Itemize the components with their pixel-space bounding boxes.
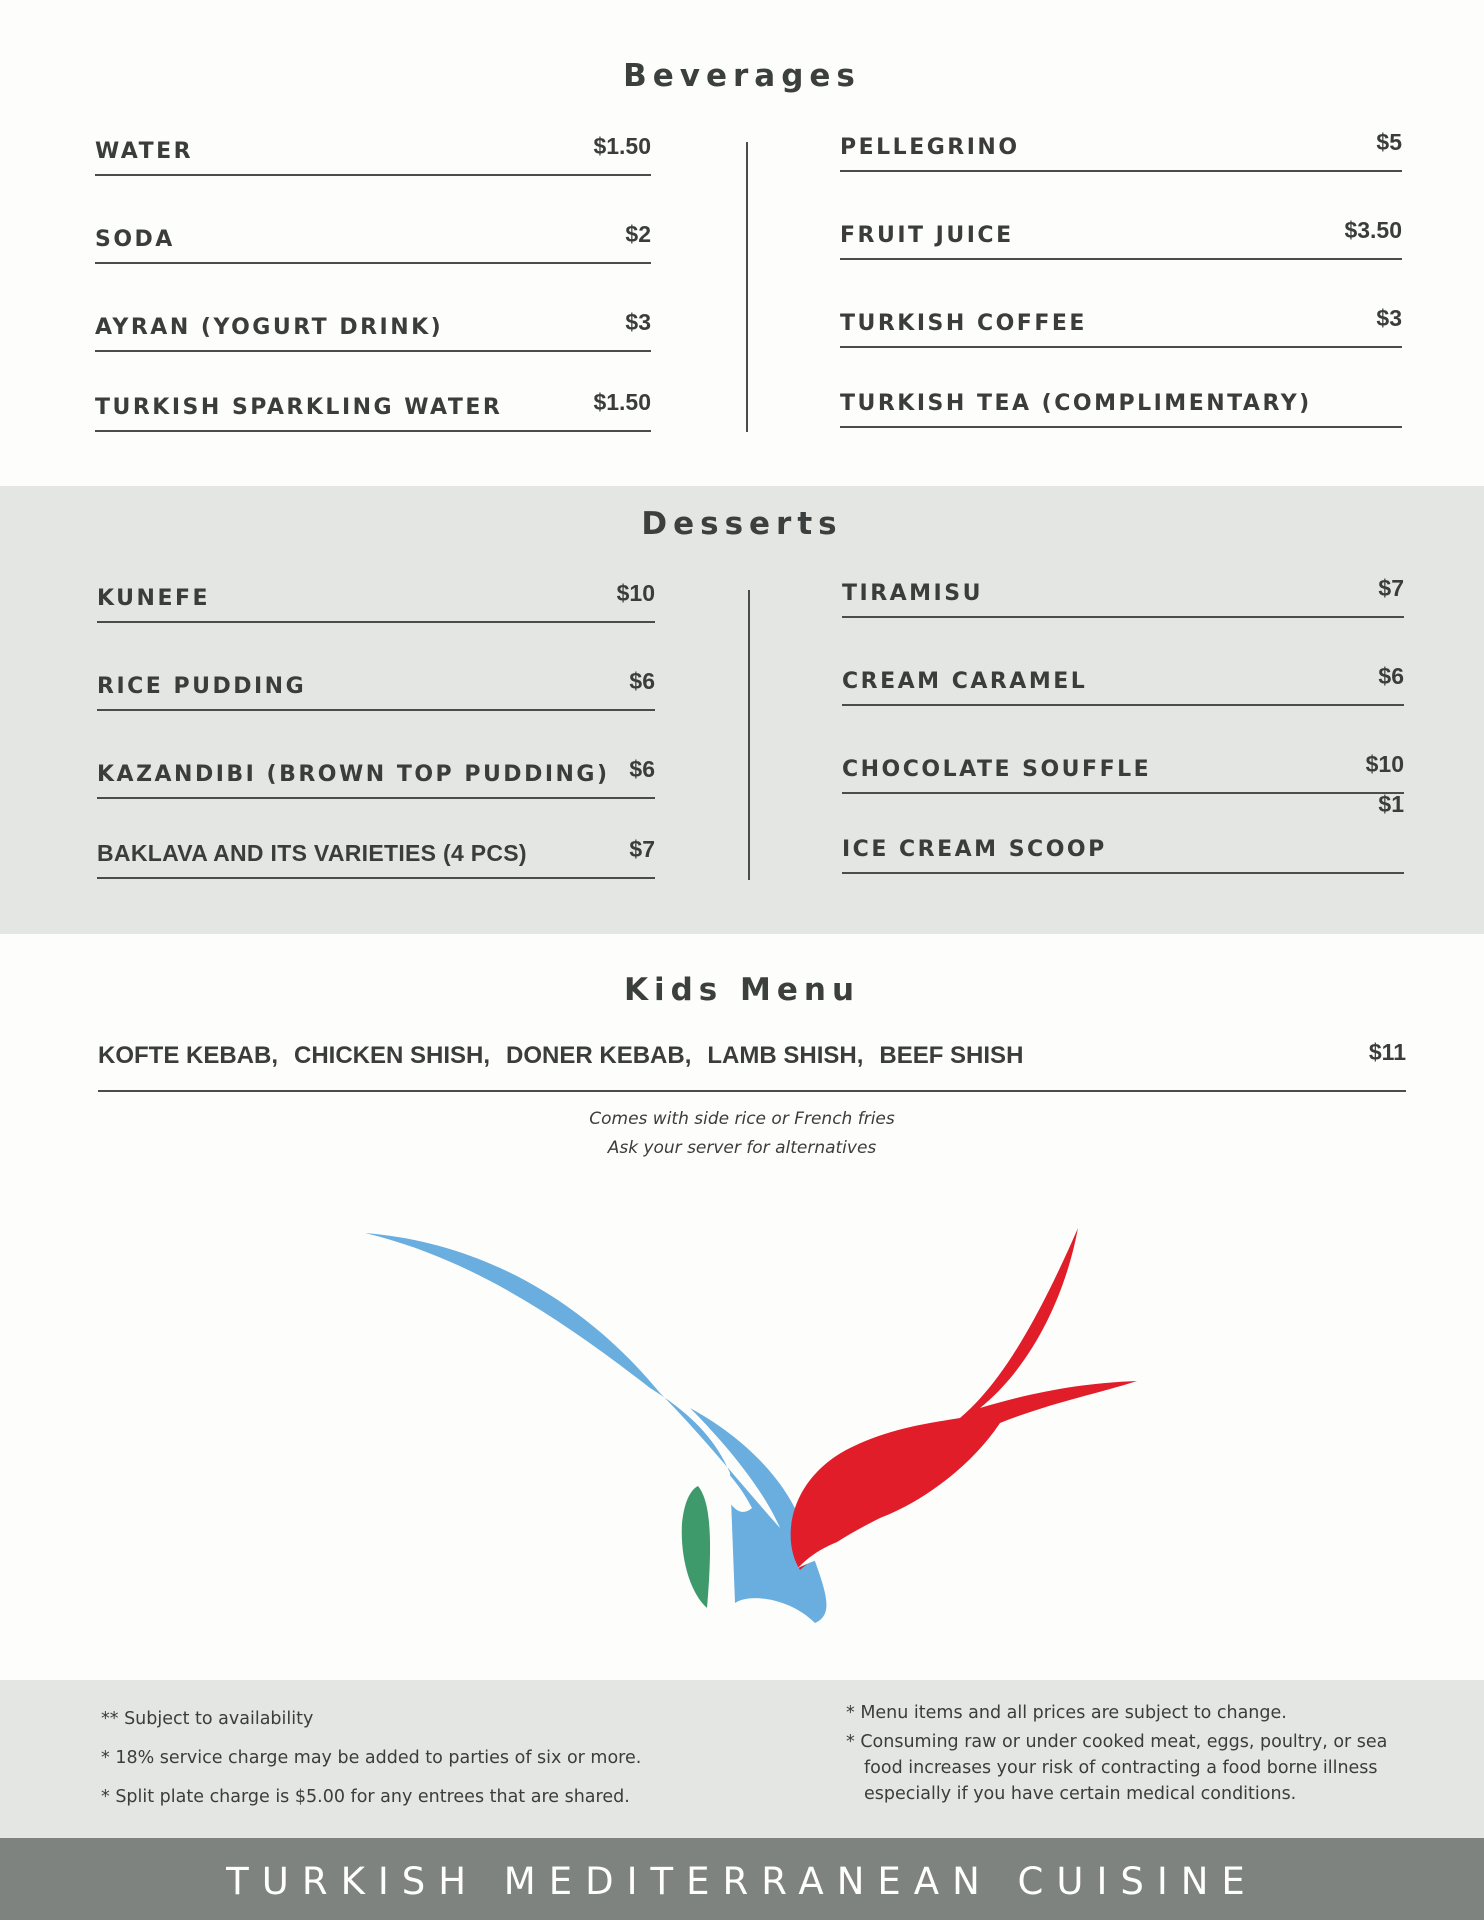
kids-menu-row bbox=[98, 1038, 1406, 1078]
item-name: BAKLAVA AND ITS VARIETIES (4 PCS) bbox=[97, 840, 527, 866]
menu-item bbox=[842, 791, 1404, 874]
item-name: CREAM CARAMEL bbox=[842, 669, 1088, 694]
menu-item bbox=[840, 348, 1402, 428]
tulip-flower-red bbox=[791, 1228, 1137, 1570]
item-rule bbox=[97, 877, 655, 879]
menu-item bbox=[95, 264, 651, 352]
beverages-left-column bbox=[95, 88, 651, 432]
item-name: TURKISH TEA (COMPLIMENTARY) bbox=[840, 391, 1312, 416]
footer-note-service-charge: * 18% service charge may be added to parties of six or more. bbox=[101, 1748, 642, 1768]
item-name: TIRAMISU bbox=[842, 581, 983, 606]
kids-menu-items bbox=[98, 1042, 1039, 1070]
desserts-right-column bbox=[842, 530, 1404, 874]
item-price: $6 bbox=[629, 668, 655, 694]
item-name: WATER bbox=[95, 139, 194, 164]
item-name: CHOCOLATE SOUFFLE bbox=[842, 757, 1152, 782]
item-rule bbox=[842, 872, 1404, 874]
item-price: $10 bbox=[1365, 751, 1404, 777]
item-price: $3 bbox=[625, 309, 651, 335]
kids-item: KOFTE KEBAB, bbox=[98, 1042, 278, 1069]
menu-item bbox=[97, 623, 655, 711]
menu-item bbox=[95, 352, 651, 432]
item-name: TURKISH SPARKLING WATER bbox=[95, 395, 503, 420]
item-price: $7 bbox=[629, 836, 655, 862]
item-price: $2 bbox=[625, 221, 651, 247]
kids-item: BEEF SHISH bbox=[879, 1042, 1024, 1069]
beverages-title: Beverages bbox=[623, 58, 861, 94]
item-price: $6 bbox=[1378, 663, 1404, 689]
item-price: $1 bbox=[1378, 791, 1404, 817]
column-divider bbox=[746, 142, 748, 432]
kids-note-alternatives: Ask your server for alternatives bbox=[607, 1138, 877, 1158]
desserts-title: Desserts bbox=[641, 506, 843, 542]
item-price: $6 bbox=[629, 756, 655, 782]
footer-note-price-change: * Menu items and all prices are subject to change. bbox=[846, 1703, 1287, 1723]
desserts-left-column bbox=[97, 535, 655, 879]
item-name: AYRAN (YOGURT DRINK) bbox=[95, 315, 444, 340]
item-price: $3 bbox=[1376, 305, 1402, 331]
menu-item bbox=[97, 711, 655, 799]
item-price: $7 bbox=[1378, 575, 1404, 601]
menu-item bbox=[840, 84, 1402, 172]
menu-item bbox=[842, 706, 1404, 794]
cuisine-tagline: TURKISH MEDITERRANEAN CUISINE bbox=[226, 1860, 1258, 1903]
item-price: $10 bbox=[616, 580, 655, 606]
column-divider bbox=[748, 590, 750, 880]
menu-item bbox=[840, 260, 1402, 348]
menu-item bbox=[840, 172, 1402, 260]
bottom-banner bbox=[0, 1838, 1484, 1920]
item-name: FRUIT JUICE bbox=[840, 223, 1014, 248]
item-price: $3.50 bbox=[1344, 217, 1402, 243]
item-price: $1.50 bbox=[593, 133, 651, 159]
item-name: ICE CREAM SCOOP bbox=[842, 837, 1107, 862]
menu-item bbox=[97, 535, 655, 623]
tulip-leaf-green bbox=[682, 1486, 710, 1608]
beverages-right-column bbox=[840, 84, 1402, 428]
kids-item: DONER KEBAB, bbox=[506, 1042, 692, 1069]
item-name: SODA bbox=[95, 227, 175, 252]
item-name: RICE PUDDING bbox=[97, 674, 307, 699]
footer-note-availability: ** Subject to availability bbox=[101, 1709, 314, 1729]
footer-note-raw-food: * Consuming raw or under cooked meat, eggs, poultry, or sea bbox=[846, 1732, 1388, 1752]
item-name: KUNEFE bbox=[97, 586, 211, 611]
menu-item bbox=[842, 618, 1404, 706]
menu-item bbox=[95, 176, 651, 264]
menu-item bbox=[97, 799, 655, 879]
item-price: $5 bbox=[1376, 129, 1402, 155]
menu-item bbox=[95, 88, 651, 176]
item-price: $1.50 bbox=[593, 389, 651, 415]
footer-note-raw-food-line2: food increases your risk of contracting a food borne illness bbox=[864, 1758, 1378, 1778]
kids-note-sides: Comes with side rice or French fries bbox=[589, 1109, 895, 1129]
item-name: PELLEGRINO bbox=[840, 135, 1020, 160]
kids-item: LAMB SHISH, bbox=[707, 1042, 864, 1069]
kids-item: CHICKEN SHISH, bbox=[294, 1042, 491, 1069]
footer-note-raw-food-line3: especially if you have certain medical conditions. bbox=[864, 1784, 1297, 1804]
item-rule bbox=[95, 430, 651, 432]
tulip-logo bbox=[360, 1218, 1140, 1638]
kids-menu-price: $11 bbox=[1368, 1039, 1406, 1065]
kids-menu-title: Kids Menu bbox=[623, 972, 861, 1008]
tulip-stem-blue bbox=[365, 1233, 826, 1623]
item-rule bbox=[840, 426, 1402, 428]
menu-item bbox=[842, 530, 1404, 618]
item-name: TURKISH COFFEE bbox=[840, 311, 1087, 336]
footer-note-split-plate: * Split plate charge is $5.00 for any entrees that are shared. bbox=[101, 1787, 630, 1807]
kids-menu-rule bbox=[98, 1090, 1406, 1092]
item-name: KAZANDIBI (BROWN TOP PUDDING) bbox=[97, 762, 610, 787]
